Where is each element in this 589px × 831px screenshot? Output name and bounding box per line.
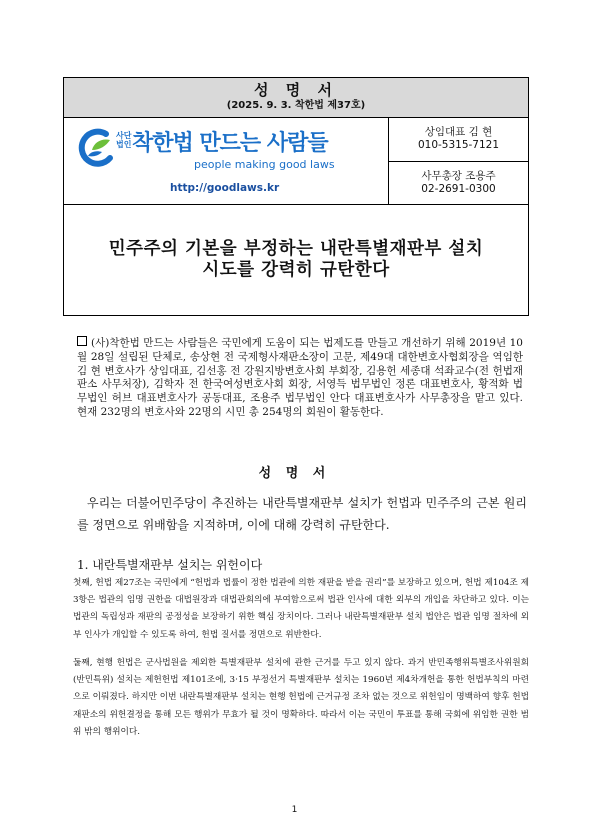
checkbox-bullet-icon (77, 336, 87, 346)
header-title-bar (64, 78, 528, 118)
lead-paragraph: 우리는 더불어민주당이 추진하는 내란특별재판부 설치가 헌법과 민주주의 근본 원리를 정면으로 위배함을 지적하며, 이에 대해 강력히 규탄한다. (77, 496, 527, 532)
organization-logo (64, 118, 389, 204)
header-subtitle: (2025. 9. 3. 착한법 제37호) (226, 100, 366, 111)
organization-url[interactable]: http://goodlaws.kr (170, 182, 280, 194)
section-title: 성 명 서 (258, 466, 331, 481)
header-info-row (64, 118, 528, 205)
item-1-title: 1. 내란특별재판부 설치는 위헌이다 (77, 558, 263, 572)
contact-representative: 상임대표 김 현 010-5315-7121 (417, 126, 500, 152)
header-title: 성 명 서 (254, 81, 338, 99)
headline-box (64, 205, 528, 315)
logo-corp-label: 사단 법인 (116, 131, 132, 149)
organization-intro: (사)착한법 만드는 사람들은 국민에게 도움이 되는 법제도를 만들고 개선하기 위해 2019년 10월 28일 설립된 단체로, 송상현 전 국제형사재판소장이 고문, 제49대 대한변호사협회장을 역임한 김 현 변호사가 상임대표, 김선홍 전 강원지방변호사회 부회장, 김용헌 세종대 석좌교수(전 헌법재판소 사무처장), 김학자 전 한국여성변호사회 회장, 서영득 법무법인 정론 대표변호사, 황적화 법무법인 허브 대표변호사가 공동대표, 조용주 법무법인 안다 대표변호사가 사무총장을 맡고 있다. 현재 232명의 변호사와 22명의 시민 총 254명의 회원이 활동한다. (77, 337, 523, 418)
logo-english-name: people making good laws (194, 158, 335, 171)
statement-header-table (63, 77, 529, 316)
contacts-column (389, 118, 528, 204)
headline: 민주주의 기본을 부정하는 내란특별재판부 설치 시도를 강력히 규탄한다 (108, 239, 484, 280)
contact-secretary-general: 사무총장 조용주 02-2691-0300 (389, 161, 528, 205)
logo-mark-icon (76, 128, 116, 168)
item-1-paragraph-1: 첫째, 헌법 제27조는 국민에게 “헌법과 법률이 정한 법관에 의한 재판을 받을 권리”를 보장하고 있으며, 헌법 제104조 제3항은 법관의 임명 권한을 대법원장과 대법관회의에 부여함으로써 법관 인사에 대한 외부의 개입을 차단하고 있다. 이는 법관의 독립성과 재판의 공정성을 보장하기 위한 핵심 장치이다. 그러나 내란특별재판부 설치 법안은 법관 임명 절차에 외부 인사가 개입할 수 있도록 하여, 헌법 질서를 정면으로 위반한다. (73, 578, 529, 640)
item-1-paragraph-2: 둘째, 현행 헌법은 군사법원을 제외한 특별재판부 설치에 관한 근거를 두고 있지 않다. 과거 반민족행위특별조사위원회(반민특위) 설치는 제헌헌법 제101조에, 3·15 부정선거 특별재판부 설치는 1960년 제4차개헌을 통한 헌법부칙의 마련으로 이뤄졌다. 하지만 이번 내란특별재판부 설치는 현행 헌법에 근거규정 조차 없는 것으로 위헌임이 명백하여 향후 헌법재판소의 위헌결정을 통해 모든 행위가 무효가 될 것이 명확하다. 따라서 이는 국민이 투표를 통해 국회에 위임한 권한 범위 밖의 행위이다. (73, 658, 529, 737)
page-number: 1 (291, 805, 298, 815)
logo-name: 착한법 만드는 사람들 (132, 131, 328, 156)
